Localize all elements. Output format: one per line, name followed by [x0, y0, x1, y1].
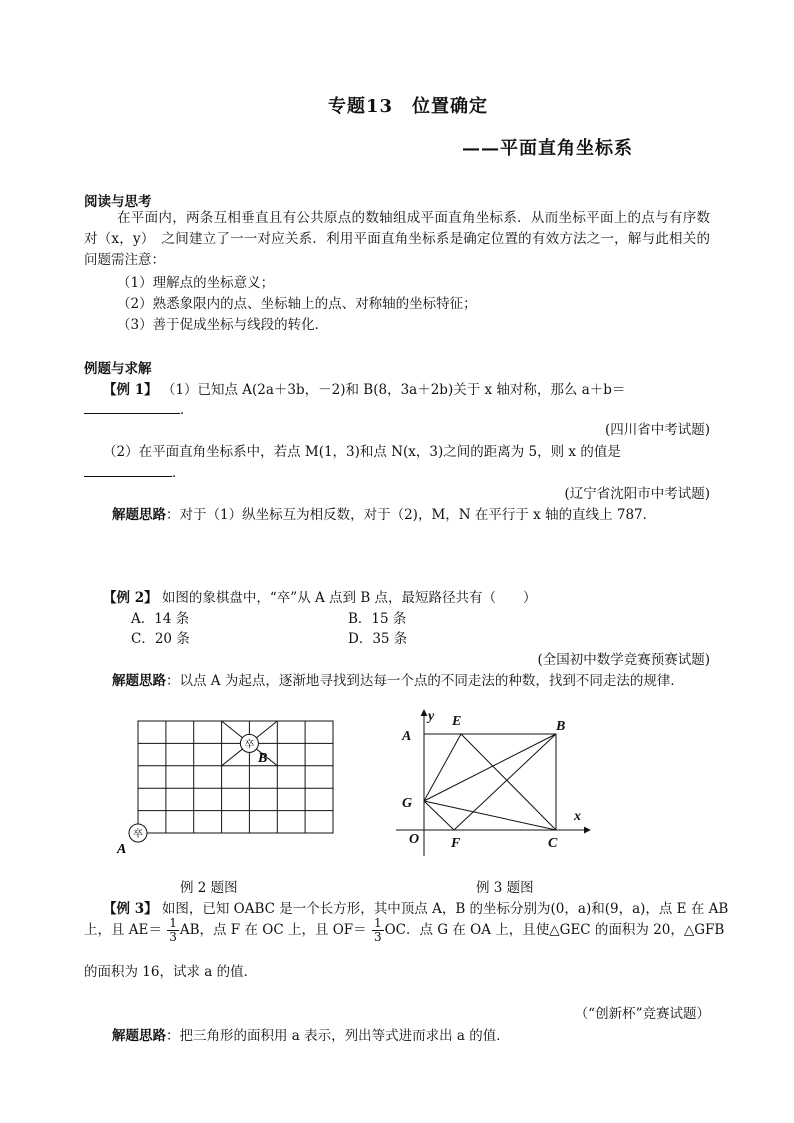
- reading-point-1: （1）理解点的坐标意义；: [117, 275, 275, 291]
- example-3-figure: [394, 704, 600, 860]
- example-1-blank-line-1: [84, 398, 194, 418]
- label-b: B: [556, 719, 566, 734]
- page-subtitle: ——平面直角坐标系: [462, 138, 633, 159]
- example-3-hint-label: 解题思路: [112, 1028, 166, 1044]
- example-3-line-2: [84, 917, 724, 944]
- reading-point-3: （3）善于促成坐标与线段的转化．: [117, 317, 329, 333]
- example-3-text-1: 如图，已知 OABC 是一个长方形，其中顶点 A，B 的坐标分别为(0，a)和(9，a)，点 E 在 AB: [161, 901, 729, 917]
- label-a: A: [117, 842, 127, 857]
- example-1-part-1-text: （1）已知点 A(2a＋3b，－2)和 B(8，3a＋2b)关于 x 轴对称，那么 a＋b＝: [161, 382, 626, 398]
- option-c[interactable]: C．20 条: [131, 631, 190, 647]
- piece-a-label: 卒: [133, 829, 143, 840]
- example-2-figure: [112, 712, 342, 862]
- example-1-hint-text: ：对于（1）纵坐标互为相反数，对于（2)，M，N 在平行于 x 轴的直线上 787．: [166, 507, 657, 523]
- example-1-end-1: ．: [180, 402, 194, 418]
- label-y: y: [428, 709, 435, 724]
- example-1-blank-line-2: [84, 461, 186, 481]
- example-1-hint-label: 解题思路: [112, 507, 166, 523]
- figure-2-caption: 例 2 题图: [180, 880, 238, 896]
- example-3-hint-text: ：把三角形的面积用 a 表示，列出等式进而求出 a 的值．: [166, 1028, 510, 1044]
- segment-ge: [424, 734, 461, 801]
- label-a: A: [402, 729, 412, 744]
- example-3-hint: [112, 1024, 510, 1044]
- example-1-end-2: ．: [172, 465, 186, 481]
- segment-fb: [454, 734, 556, 830]
- example-3-label: 【例 3】: [103, 901, 158, 917]
- segment-ec: [461, 734, 556, 830]
- segment-gf: [424, 801, 454, 830]
- reading-point-2: （2）熟悉象限内的点、坐标轴上的点、对称轴的坐标特征；: [117, 296, 477, 312]
- fraction-one-third-1: $\frac{1}{3}$: [169, 916, 177, 944]
- answer-blank-1[interactable]: [84, 399, 180, 414]
- example-1-part-2: （2）在平面直角坐标系中，若点 M(1，3)和点 N(x，3)之间的距离为 5，则 x 的值是: [103, 444, 621, 460]
- label-e: E: [452, 714, 462, 729]
- reading-paragraph: 在平面内，两条互相垂直且有公共原点的数轴组成平面直角坐标系．从而坐标平面上的点与有序数对（x，y） 之间建立了一一对应关系．利用平面直角坐标系是确定位置的有效方法之一，解与此相关的问题需注意：: [84, 210, 710, 268]
- examples-heading: 例题与求解: [84, 361, 152, 377]
- label-c: C: [548, 836, 558, 851]
- example-3-text-2a: 上，且 AE＝: [84, 922, 162, 938]
- example-1-part-1: [103, 378, 625, 398]
- example-2-hint-label: 解题思路: [112, 673, 166, 689]
- example-3-text-2b: AB，点 F 在 OC 上，且 OF＝: [179, 922, 367, 938]
- label-o: O: [409, 832, 420, 847]
- reading-heading: 阅读与思考: [84, 194, 152, 210]
- fraction-one-third-2: $\frac{1}{3}$: [373, 916, 382, 944]
- example-3-line-3: 的面积为 16，试求 a 的值．: [84, 964, 258, 980]
- label-x: x: [574, 809, 581, 824]
- example-2-source: (全国初中数学竞赛预赛试题): [537, 652, 710, 668]
- piece-b-label: 卒: [244, 739, 255, 751]
- option-b[interactable]: B．15 条: [348, 611, 407, 627]
- answer-blank-2[interactable]: [84, 462, 172, 477]
- example-3-line-1: [103, 897, 728, 917]
- example-2-text: 如图的象棋盘中，“卒”从 A 点到 B 点，最短路径共有（ ）: [161, 590, 537, 606]
- label-g: G: [402, 796, 413, 811]
- segment-gb: [424, 734, 556, 801]
- option-d[interactable]: D．35 条: [348, 631, 408, 647]
- label-b: B: [258, 751, 268, 766]
- segment-gc: [424, 801, 556, 830]
- example-2-label: 【例 2】: [103, 590, 158, 606]
- example-3-text-2c: OC．点 G 在 OA 上，且使△GEC 的面积为 20，△GFB: [384, 922, 725, 938]
- example-1-source-1: (四川省中考试题): [604, 422, 710, 438]
- example-1-hint: [112, 503, 656, 523]
- example-2-hint: [112, 669, 684, 689]
- example-2-hint-text: ：以点 A 为起点，逐渐地寻找到达每一个点的不同走法的种数，找到不同走法的规律．: [166, 673, 684, 689]
- example-1-label: 【例 1】: [103, 382, 158, 398]
- figure-3-caption: 例 3 题图: [476, 880, 534, 896]
- example-2-question: [103, 586, 537, 606]
- example-1-source-2: (辽宁省沈阳市中考试题): [564, 486, 710, 502]
- option-a[interactable]: A．14 条: [131, 611, 190, 627]
- label-f: F: [451, 836, 461, 851]
- chessboard-grid: [138, 721, 333, 833]
- example-3-source: （“创新杯”竞赛试题）: [574, 1006, 710, 1022]
- page-title: 专题13 位置确定: [328, 96, 489, 117]
